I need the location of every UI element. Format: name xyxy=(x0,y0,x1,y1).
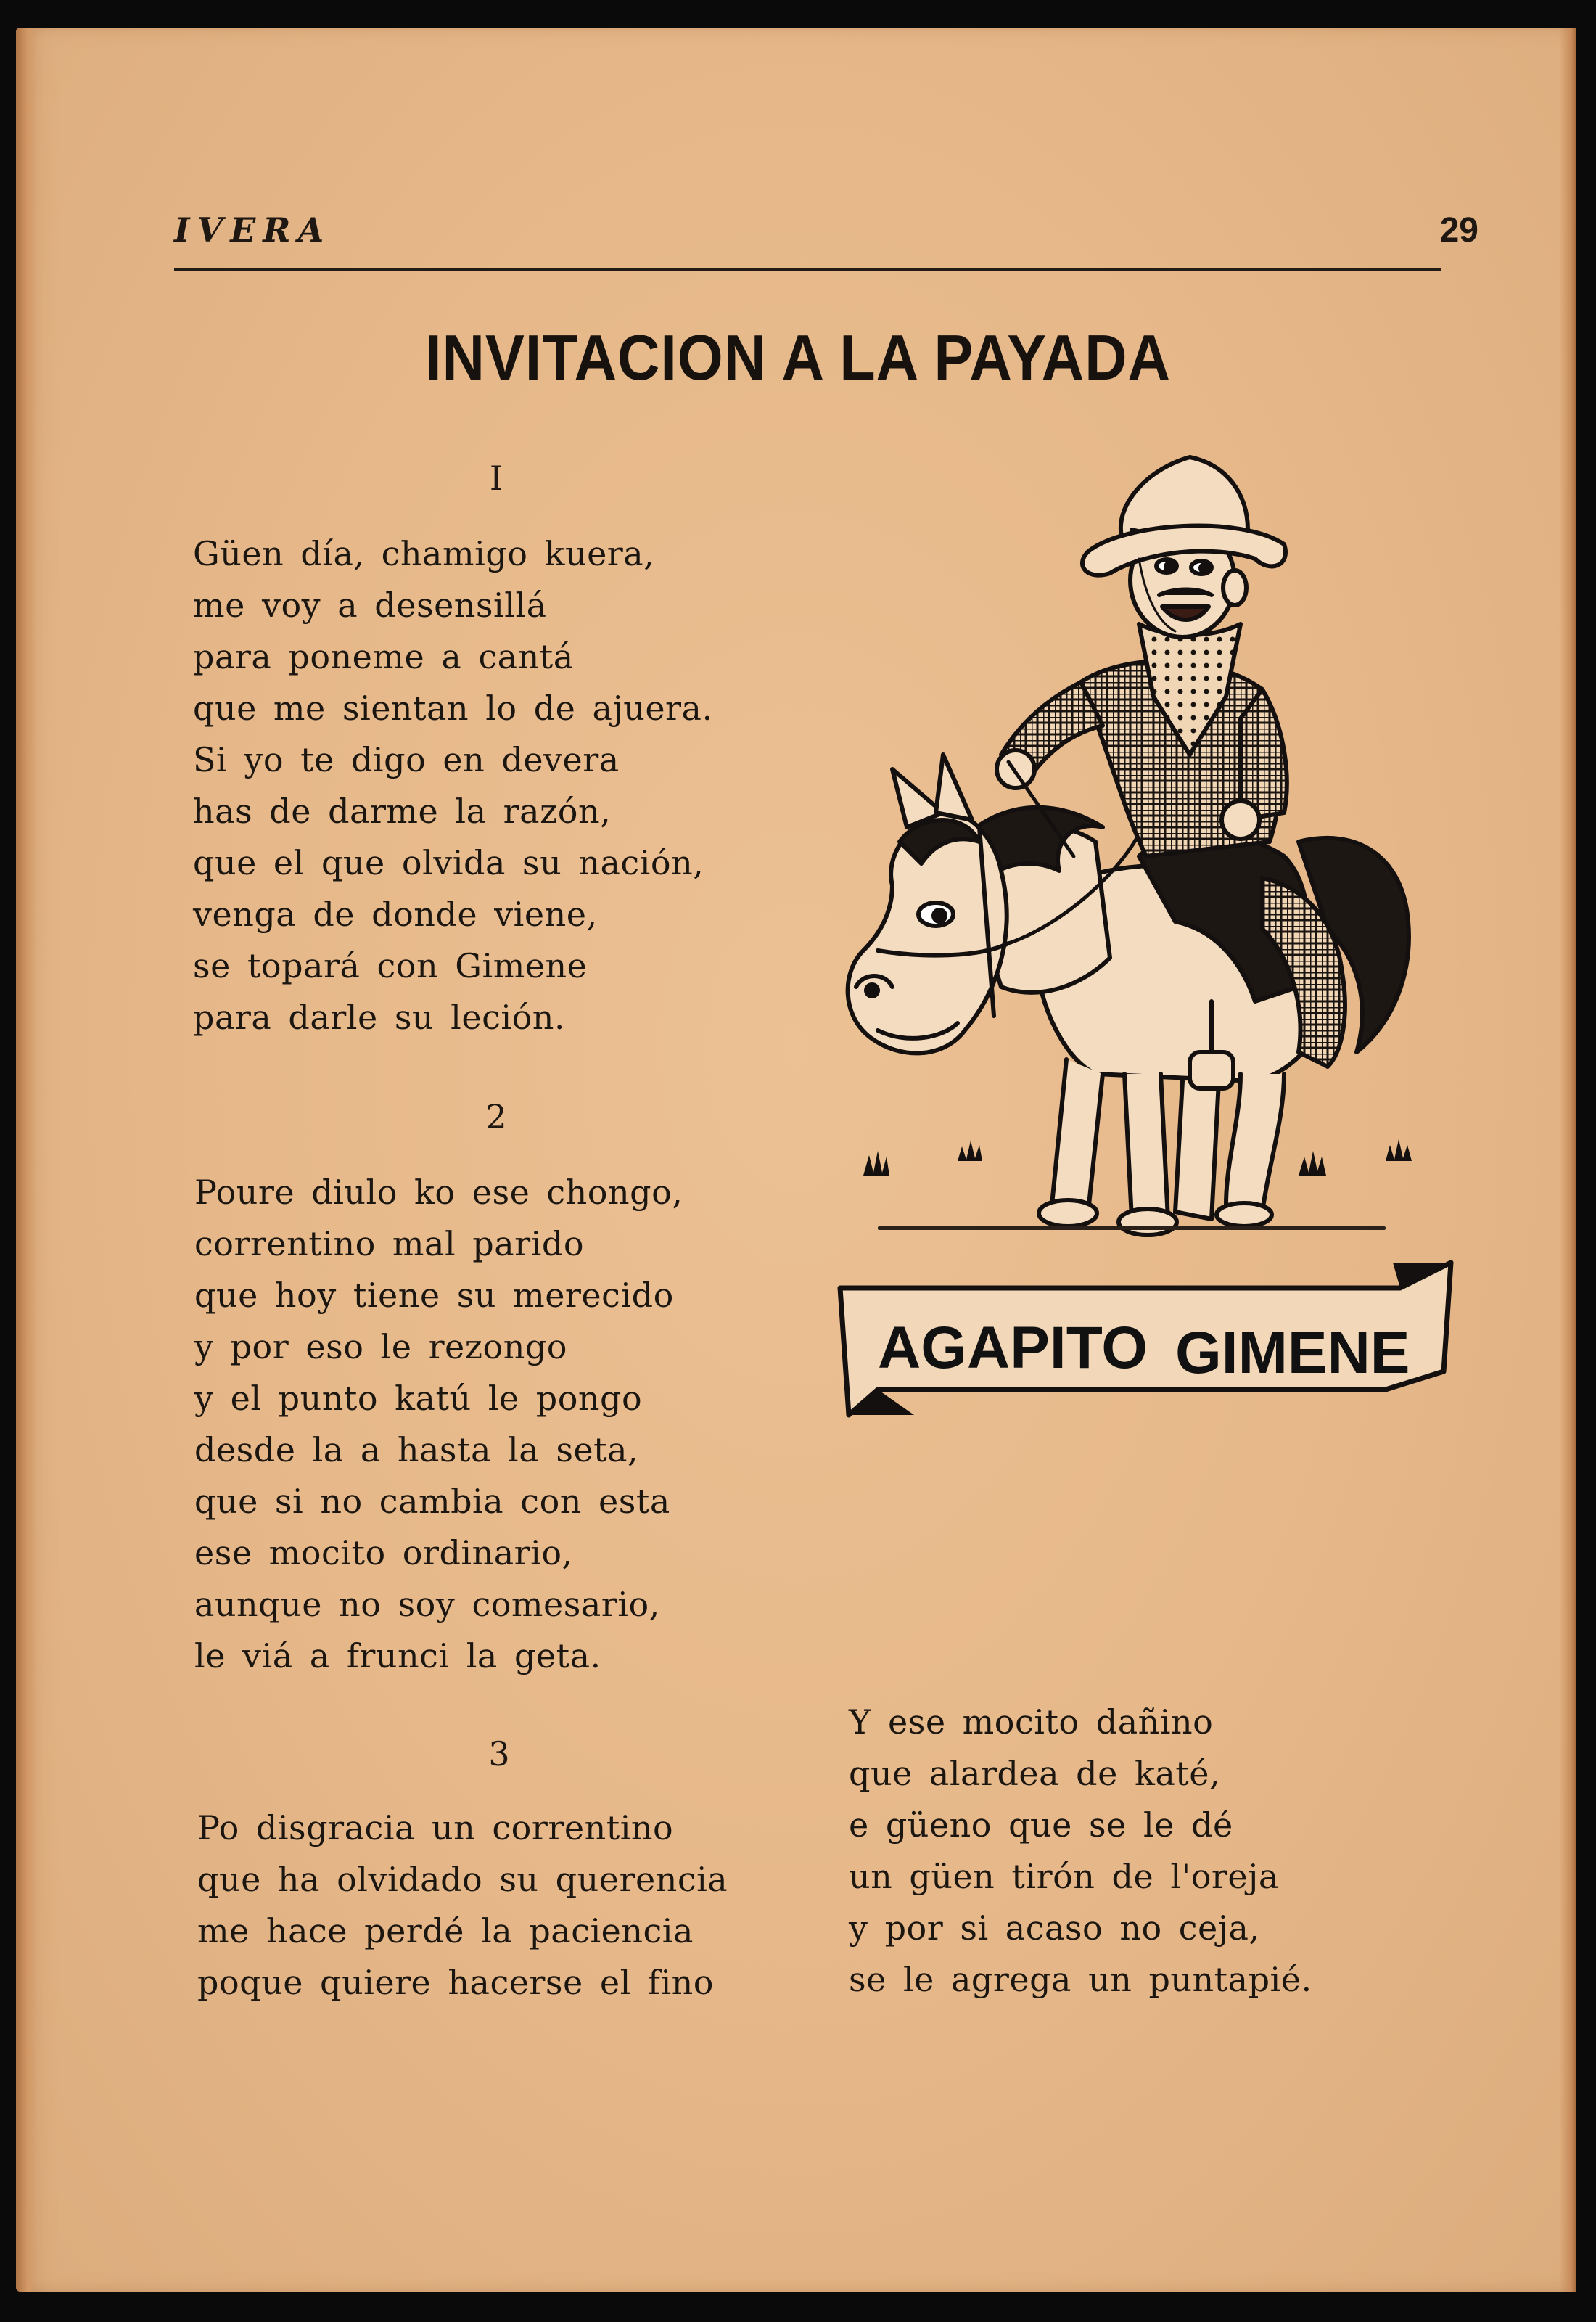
verse-line: para darle su leción. xyxy=(193,998,566,1037)
verse-line: venga de donde viene, xyxy=(193,895,598,934)
verse-line: para poneme a cantá xyxy=(193,637,574,676)
stanza-number-2: 2 xyxy=(485,1097,507,1136)
stanza-3-continuation xyxy=(849,1697,1312,2006)
verse-line: me hace perdé la paciencia xyxy=(197,1911,694,1950)
page-binding-edge xyxy=(16,28,36,2292)
banner-last-name: GIMENE xyxy=(1175,1320,1410,1386)
name-banner xyxy=(840,1263,1451,1415)
verse-line: has de darme la razón, xyxy=(193,792,612,831)
verse-line: que hoy tiene su merecido xyxy=(194,1276,674,1315)
verse-line: Si yo te digo en devera xyxy=(193,740,620,779)
gaucho-on-horse-illustration xyxy=(834,450,1458,1611)
verse-line: que alardea de katé, xyxy=(849,1754,1221,1793)
running-head: IVERA xyxy=(174,210,332,250)
verse-line: que si no cambia con esta xyxy=(194,1482,670,1521)
verse-line: que el que olvida su nación, xyxy=(193,843,704,882)
verse-line: y el punto katú le pongo xyxy=(194,1379,643,1418)
verse-line: que ha olvidado su querencia xyxy=(197,1860,728,1899)
verse-line: y por si acaso no ceja, xyxy=(849,1908,1260,1948)
verse-line: poque quiere hacerse el fino xyxy=(197,1963,714,2002)
verse-line: que me sientan lo de ajuera. xyxy=(193,689,713,728)
header-rule xyxy=(174,268,1441,271)
verse-line: aunque no soy comesario, xyxy=(194,1585,660,1624)
verse-line: le viá a frunci la geta. xyxy=(194,1636,601,1675)
verse-line: me voy a desensillá xyxy=(193,586,547,625)
page-title: INVITACION A LA PAYADA xyxy=(425,321,1171,393)
verse-line: Güen día, chamigo kuera, xyxy=(193,534,655,573)
verse-line: un güen tirón de l'oreja xyxy=(849,1857,1279,1896)
verse-line: Poure diulo ko ese chongo, xyxy=(194,1173,683,1212)
banner-first-name: AGAPITO xyxy=(878,1315,1148,1381)
page-number: 29 xyxy=(1439,211,1478,250)
verse-line: Y ese mocito dañino xyxy=(849,1702,1214,1742)
verse-line: e güeno que se le dé xyxy=(849,1805,1233,1845)
stanza-number-3: 3 xyxy=(488,1734,510,1773)
stanza-2 xyxy=(194,1167,683,1682)
stanza-3 xyxy=(197,1802,728,2009)
verse-line: ese mocito ordinario, xyxy=(194,1533,573,1572)
verse-line: se topará con Gimene xyxy=(193,946,588,985)
stanza-number-1: I xyxy=(489,459,503,498)
verse-line: Po disgracia un correntino xyxy=(197,1808,674,1847)
page-outer-edge xyxy=(1560,28,1576,2292)
verse-line: desde la a hasta la seta, xyxy=(194,1430,639,1469)
verse-line: y por eso le rezongo xyxy=(194,1327,567,1366)
stanza-1 xyxy=(193,528,713,1043)
verse-line: correntino mal parido xyxy=(194,1224,585,1263)
verse-line: se le agrega un puntapié. xyxy=(849,1960,1312,1999)
